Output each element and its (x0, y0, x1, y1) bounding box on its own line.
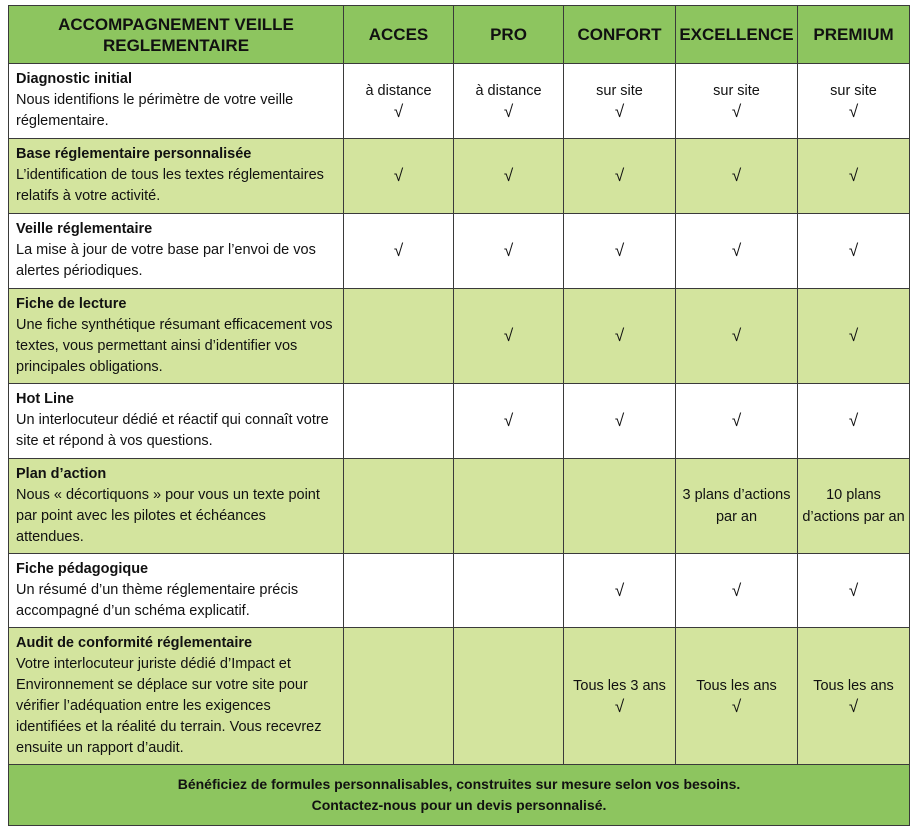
cell-confort (564, 628, 676, 765)
cell-pro (454, 459, 564, 554)
cell-premium (798, 628, 910, 765)
table-row (9, 459, 910, 554)
cell-premium (798, 214, 910, 289)
check-mark-icon: √ (614, 697, 625, 716)
cell-pro (454, 628, 564, 765)
cell-excellence (676, 554, 798, 628)
column-header-confort: CONFORT (564, 6, 676, 64)
table-row (9, 289, 910, 384)
cell-confort (564, 139, 676, 214)
feature-title: Audit de conformité réglementaire (16, 635, 253, 651)
column-header-acces: ACCES (344, 6, 454, 64)
cell-excellence (676, 628, 798, 765)
cell-excellence (676, 289, 798, 384)
check-mark-icon: √ (503, 102, 514, 121)
footer-row (9, 765, 910, 826)
feature-title: Plan d’action (16, 466, 107, 482)
feature-description-cell (9, 628, 344, 765)
check-mark-icon: √ (731, 166, 742, 185)
cell-premium (798, 459, 910, 554)
cell-acces (344, 64, 454, 139)
column-header-premium: PREMIUM (798, 6, 910, 64)
table-body (9, 64, 910, 765)
cell-value-text: Tous les ans (813, 678, 894, 694)
check-mark-icon: √ (731, 697, 742, 716)
check-mark-icon: √ (848, 166, 859, 185)
check-mark-icon: √ (848, 697, 859, 716)
column-header-pro: PRO (454, 6, 564, 64)
cell-pro (454, 554, 564, 628)
check-mark-icon: √ (848, 241, 859, 260)
feature-description: Nous « décortiquons » pour vous un texte point par point avec les pilotes et échéances attendues. (16, 487, 320, 545)
cell-value-text: Tous les 3 ans (573, 678, 666, 694)
footer-line-1: Bénéficiez de formules personnalisables, construites sur mesure selon vos besoins. (177, 776, 741, 792)
cell-value-text: sur site (830, 83, 877, 99)
check-mark-icon: √ (614, 411, 625, 430)
cell-value-text: à distance (365, 83, 432, 99)
offer-comparison-table (8, 5, 910, 826)
check-mark-icon: √ (614, 580, 625, 600)
check-mark-icon: √ (614, 102, 625, 121)
check-mark-icon: √ (731, 580, 742, 600)
check-mark-icon: √ (393, 102, 404, 121)
feature-description: L’identification de tous les textes réglementaires relatifs à votre activité. (16, 167, 324, 204)
table-row (9, 139, 910, 214)
offer-comparison-table-container (8, 5, 910, 826)
cell-premium (798, 289, 910, 384)
cell-pro (454, 64, 564, 139)
cell-confort (564, 554, 676, 628)
cell-pro (454, 214, 564, 289)
check-mark-icon: √ (614, 241, 625, 260)
check-mark-icon: √ (503, 241, 514, 260)
feature-description: Un interlocuteur dédié et réactif qui connaît votre site et répond à vos questions. (16, 412, 329, 449)
cell-premium (798, 139, 910, 214)
table-title: ACCOMPAGNEMENT VEILLE REGLEMENTAIRE (9, 6, 344, 64)
feature-description: Votre interlocuteur juriste dédié d’Impact et Environnement se déplace sur votre site pour vérifier l’adéquation entre les exigences identifiées et la réalité du terrain. Vous recevrez ensuite un rapport d’audit. (16, 656, 322, 756)
check-mark-icon: √ (731, 411, 742, 430)
check-mark-icon: √ (848, 411, 859, 430)
cell-pro (454, 139, 564, 214)
feature-title: Diagnostic initial (16, 71, 133, 87)
check-mark-icon: √ (614, 166, 625, 185)
cell-excellence (676, 64, 798, 139)
feature-description-cell (9, 289, 344, 384)
cell-pro (454, 384, 564, 459)
check-mark-icon: √ (393, 166, 404, 185)
cell-value-text: 10 plans d’actions par an (802, 487, 905, 525)
cell-premium (798, 64, 910, 139)
feature-title: Fiche de lecture (16, 296, 127, 312)
feature-title: Veille réglementaire (16, 221, 153, 237)
cell-value-text: sur site (596, 83, 643, 99)
check-mark-icon: √ (848, 102, 859, 121)
cell-excellence (676, 214, 798, 289)
table-row (9, 214, 910, 289)
cell-value-text: sur site (713, 83, 760, 99)
cell-acces (344, 289, 454, 384)
feature-description: Nous identifions le périmètre de votre veille réglementaire. (16, 92, 294, 129)
footer-line-2: Contactez-nous pour un devis personnalisé. (311, 797, 607, 813)
cell-confort (564, 384, 676, 459)
feature-description: Un résumé d’un thème réglementaire précis accompagné d’un schéma explicatif. (16, 582, 299, 619)
cell-acces (344, 628, 454, 765)
feature-title: Fiche pédagogique (16, 561, 149, 577)
table-header-row (9, 6, 910, 64)
cell-acces (344, 554, 454, 628)
check-mark-icon: √ (848, 326, 859, 345)
cell-confort (564, 214, 676, 289)
check-mark-icon: √ (848, 580, 859, 600)
feature-description-cell (9, 64, 344, 139)
cell-excellence (676, 459, 798, 554)
feature-description-cell (9, 459, 344, 554)
footer-cell (9, 765, 910, 826)
cell-premium (798, 384, 910, 459)
check-mark-icon: √ (503, 166, 514, 185)
check-mark-icon: √ (393, 241, 404, 260)
cell-pro (454, 289, 564, 384)
feature-title: Base réglementaire personnalisée (16, 146, 252, 162)
cell-excellence (676, 384, 798, 459)
check-mark-icon: √ (503, 411, 514, 430)
cell-acces (344, 459, 454, 554)
feature-description-cell (9, 214, 344, 289)
table-row (9, 384, 910, 459)
check-mark-icon: √ (731, 326, 742, 345)
check-mark-icon: √ (731, 102, 742, 121)
check-mark-icon: √ (614, 326, 625, 345)
cell-confort (564, 289, 676, 384)
check-mark-icon: √ (731, 241, 742, 260)
cell-acces (344, 139, 454, 214)
cell-value-text: 3 plans d’actions par an (682, 487, 791, 525)
feature-title: Hot Line (16, 391, 74, 407)
cell-value-text: Tous les ans (696, 678, 777, 694)
column-header-excellence: EXCELLENCE (676, 6, 798, 64)
feature-description-cell (9, 384, 344, 459)
cell-value-text: à distance (475, 83, 542, 99)
cell-acces (344, 384, 454, 459)
feature-description-cell (9, 139, 344, 214)
cell-excellence (676, 139, 798, 214)
cell-confort (564, 64, 676, 139)
feature-description: La mise à jour de votre base par l’envoi de vos alertes périodiques. (16, 242, 316, 279)
cell-confort (564, 459, 676, 554)
table-row (9, 554, 910, 628)
cell-premium (798, 554, 910, 628)
feature-description: Une fiche synthétique résumant efficacement vos textes, vous permettant ainsi d’identifier vos principales obligations. (16, 317, 333, 375)
table-row (9, 64, 910, 139)
table-row (9, 628, 910, 765)
check-mark-icon: √ (503, 326, 514, 345)
feature-description-cell (9, 554, 344, 628)
cell-acces (344, 214, 454, 289)
